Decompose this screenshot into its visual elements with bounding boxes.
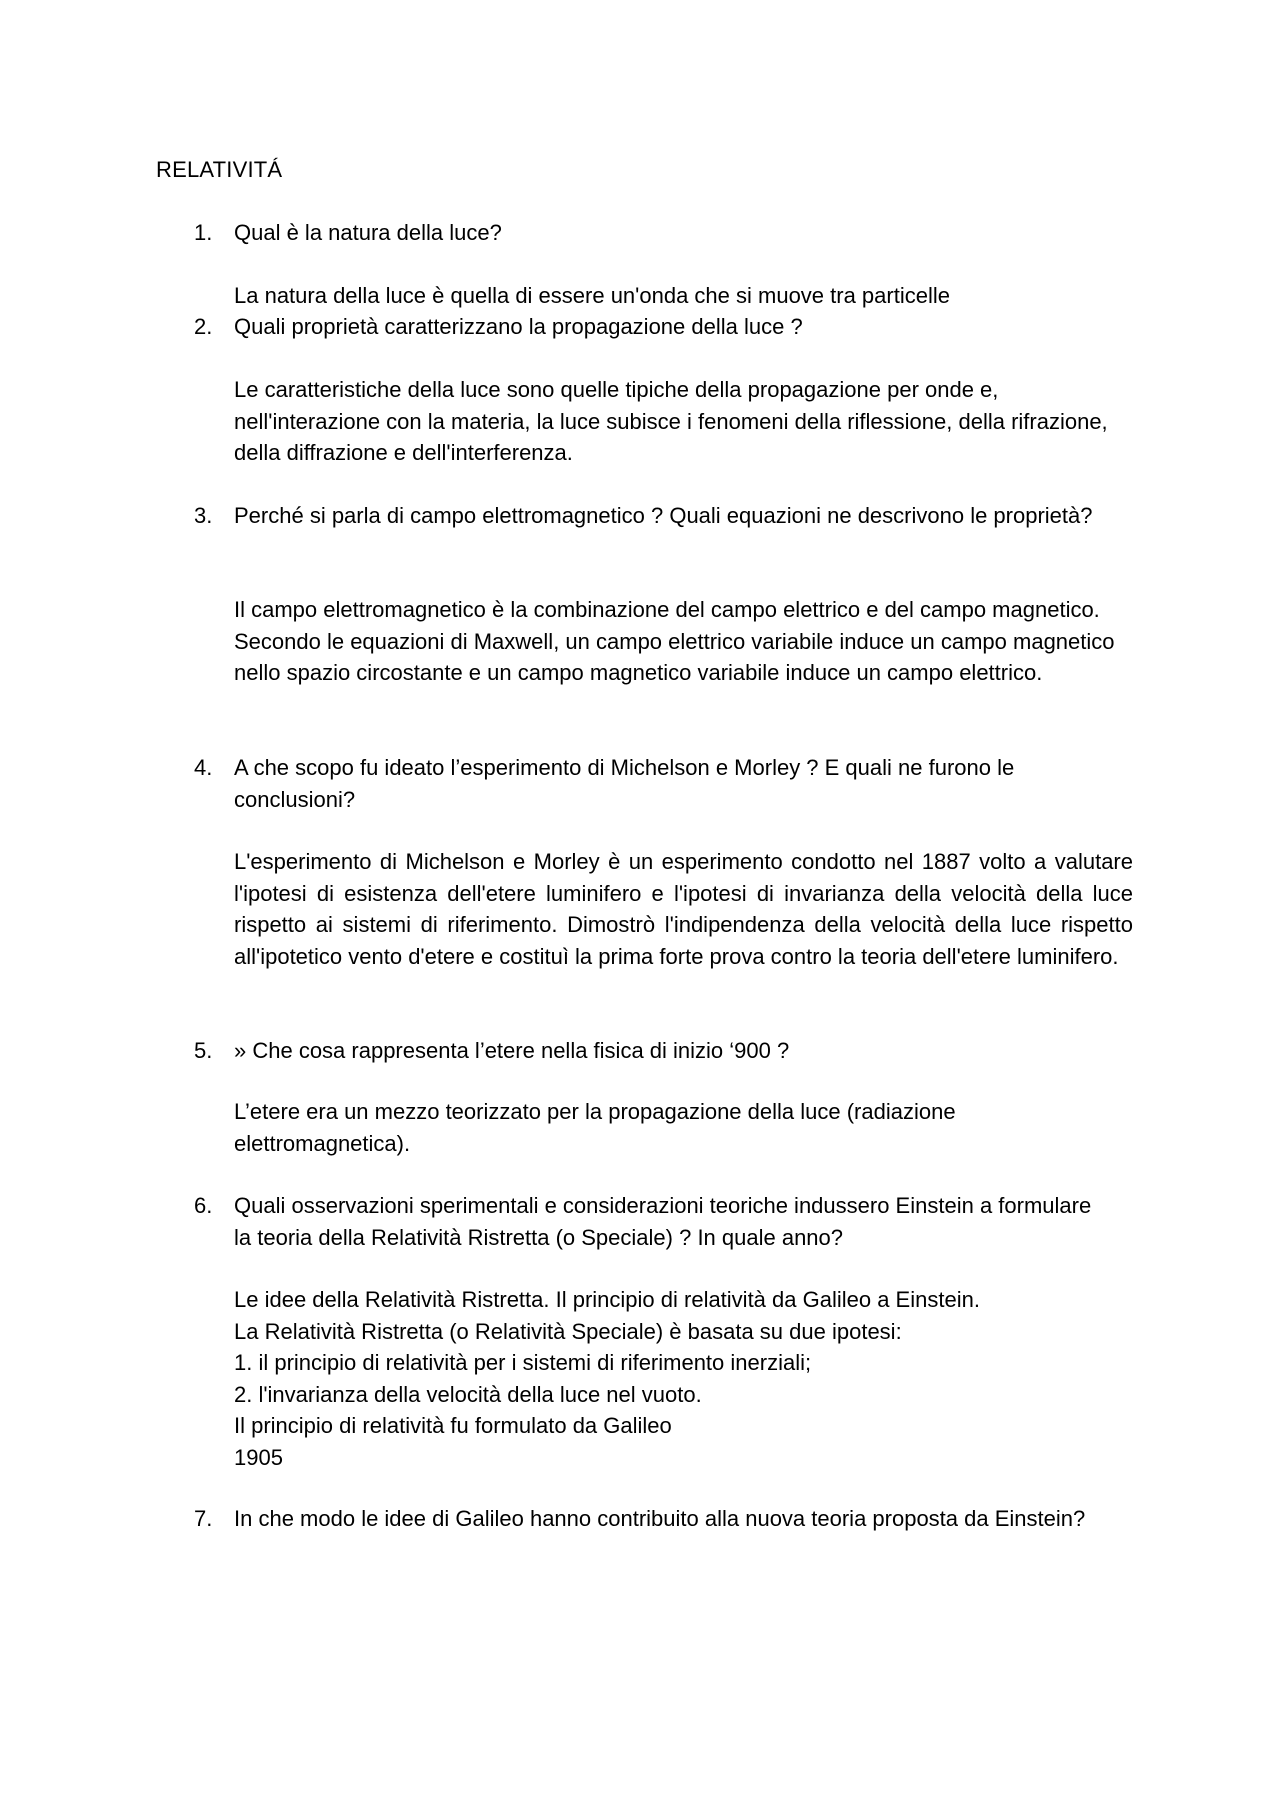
answer-line: Il principio di relatività fu formulato da Galileo (234, 1413, 672, 1438)
question-text: Quali osservazioni sperimentali e considerazioni teoriche indussero Einstein a formulare la teoria della Relatività Ristretta (o Speciale) ? In quale anno? (234, 1193, 1092, 1250)
question-number: 6. (194, 1193, 213, 1218)
question-text: Qual è la natura della luce? (234, 220, 502, 245)
answer-line: 2. l'invarianza della velocità della luce nel vuoto. (234, 1381, 702, 1407)
question-text: In che modo le idee di Galileo hanno contribuito alla nuova teoria proposta da Einstein? (234, 1506, 1086, 1531)
question-number: 5. (194, 1038, 213, 1063)
answer-text: L’etere era un mezzo teorizzato per la propagazione della luce (radiazione elettromagnetica). (234, 1099, 956, 1156)
answer-line: Le idee della Relatività Ristretta. Il principio di relatività da Galileo a Einstein. (234, 1287, 980, 1312)
question-text: » Che cosa rappresenta l’etere nella fisica di inizio ‘900 ? (234, 1038, 790, 1063)
answer-text: Le caratteristiche della luce sono quelle tipiche della propagazione per onde e, nell'interazione con la materia, la luce subisce i fenomeni della riflessione, della rifrazione, della diffrazione e dell'interferenza. (234, 377, 1108, 465)
question-text: A che scopo fu ideato l’esperimento di Michelson e Morley ? E quali ne furono le conclusioni? (234, 755, 1015, 812)
answer-text: La natura della luce è quella di essere un'onda che si muove tra particelle (234, 283, 950, 308)
question-number: 3. (194, 503, 213, 528)
question-number: 4. (194, 755, 213, 780)
answer-text: Il campo elettromagnetico è la combinazione del campo elettrico e del campo magnetico. Secondo le equazioni di Maxwell, un campo elettrico variabile induce un campo magnetico nello spazio circostante e un campo magnetico variabile induce un campo elettrico. (234, 597, 1115, 685)
question-number: 2. (194, 314, 213, 339)
answer-line: La Relatività Ristretta (o Relatività Speciale) è basata su due ipotesi: (234, 1318, 902, 1344)
answer-line: 1. il principio di relatività per i sistemi di riferimento inerziali; (234, 1350, 812, 1375)
question-text: Perché si parla di campo elettromagnetico ? Quali equazioni ne descrivono le proprietà? (234, 503, 1093, 528)
answer-text: L'esperimento di Michelson e Morley è un esperimento condotto nel 1887 volto a valutare l'ipotesi di esistenza dell'etere luminifero e l'ipotesi di invarianza della velocità della luce rispetto ai sistemi di riferimento. Dimostrò l'indipendenza della velocità della luce rispetto all'ipotetico vento d'etere e costituì la prima forte prova contro la teoria dell'etere luminifero. (234, 849, 1133, 969)
question-text: Quali proprietà caratterizzano la propagazione della luce ? (234, 314, 803, 339)
question-number: 7. (194, 1506, 213, 1531)
document-title: RELATIVITÁ (156, 157, 283, 182)
question-number: 1. (194, 220, 213, 245)
answer-line: 1905 (234, 1444, 283, 1470)
answer-block (234, 1284, 1134, 1473)
